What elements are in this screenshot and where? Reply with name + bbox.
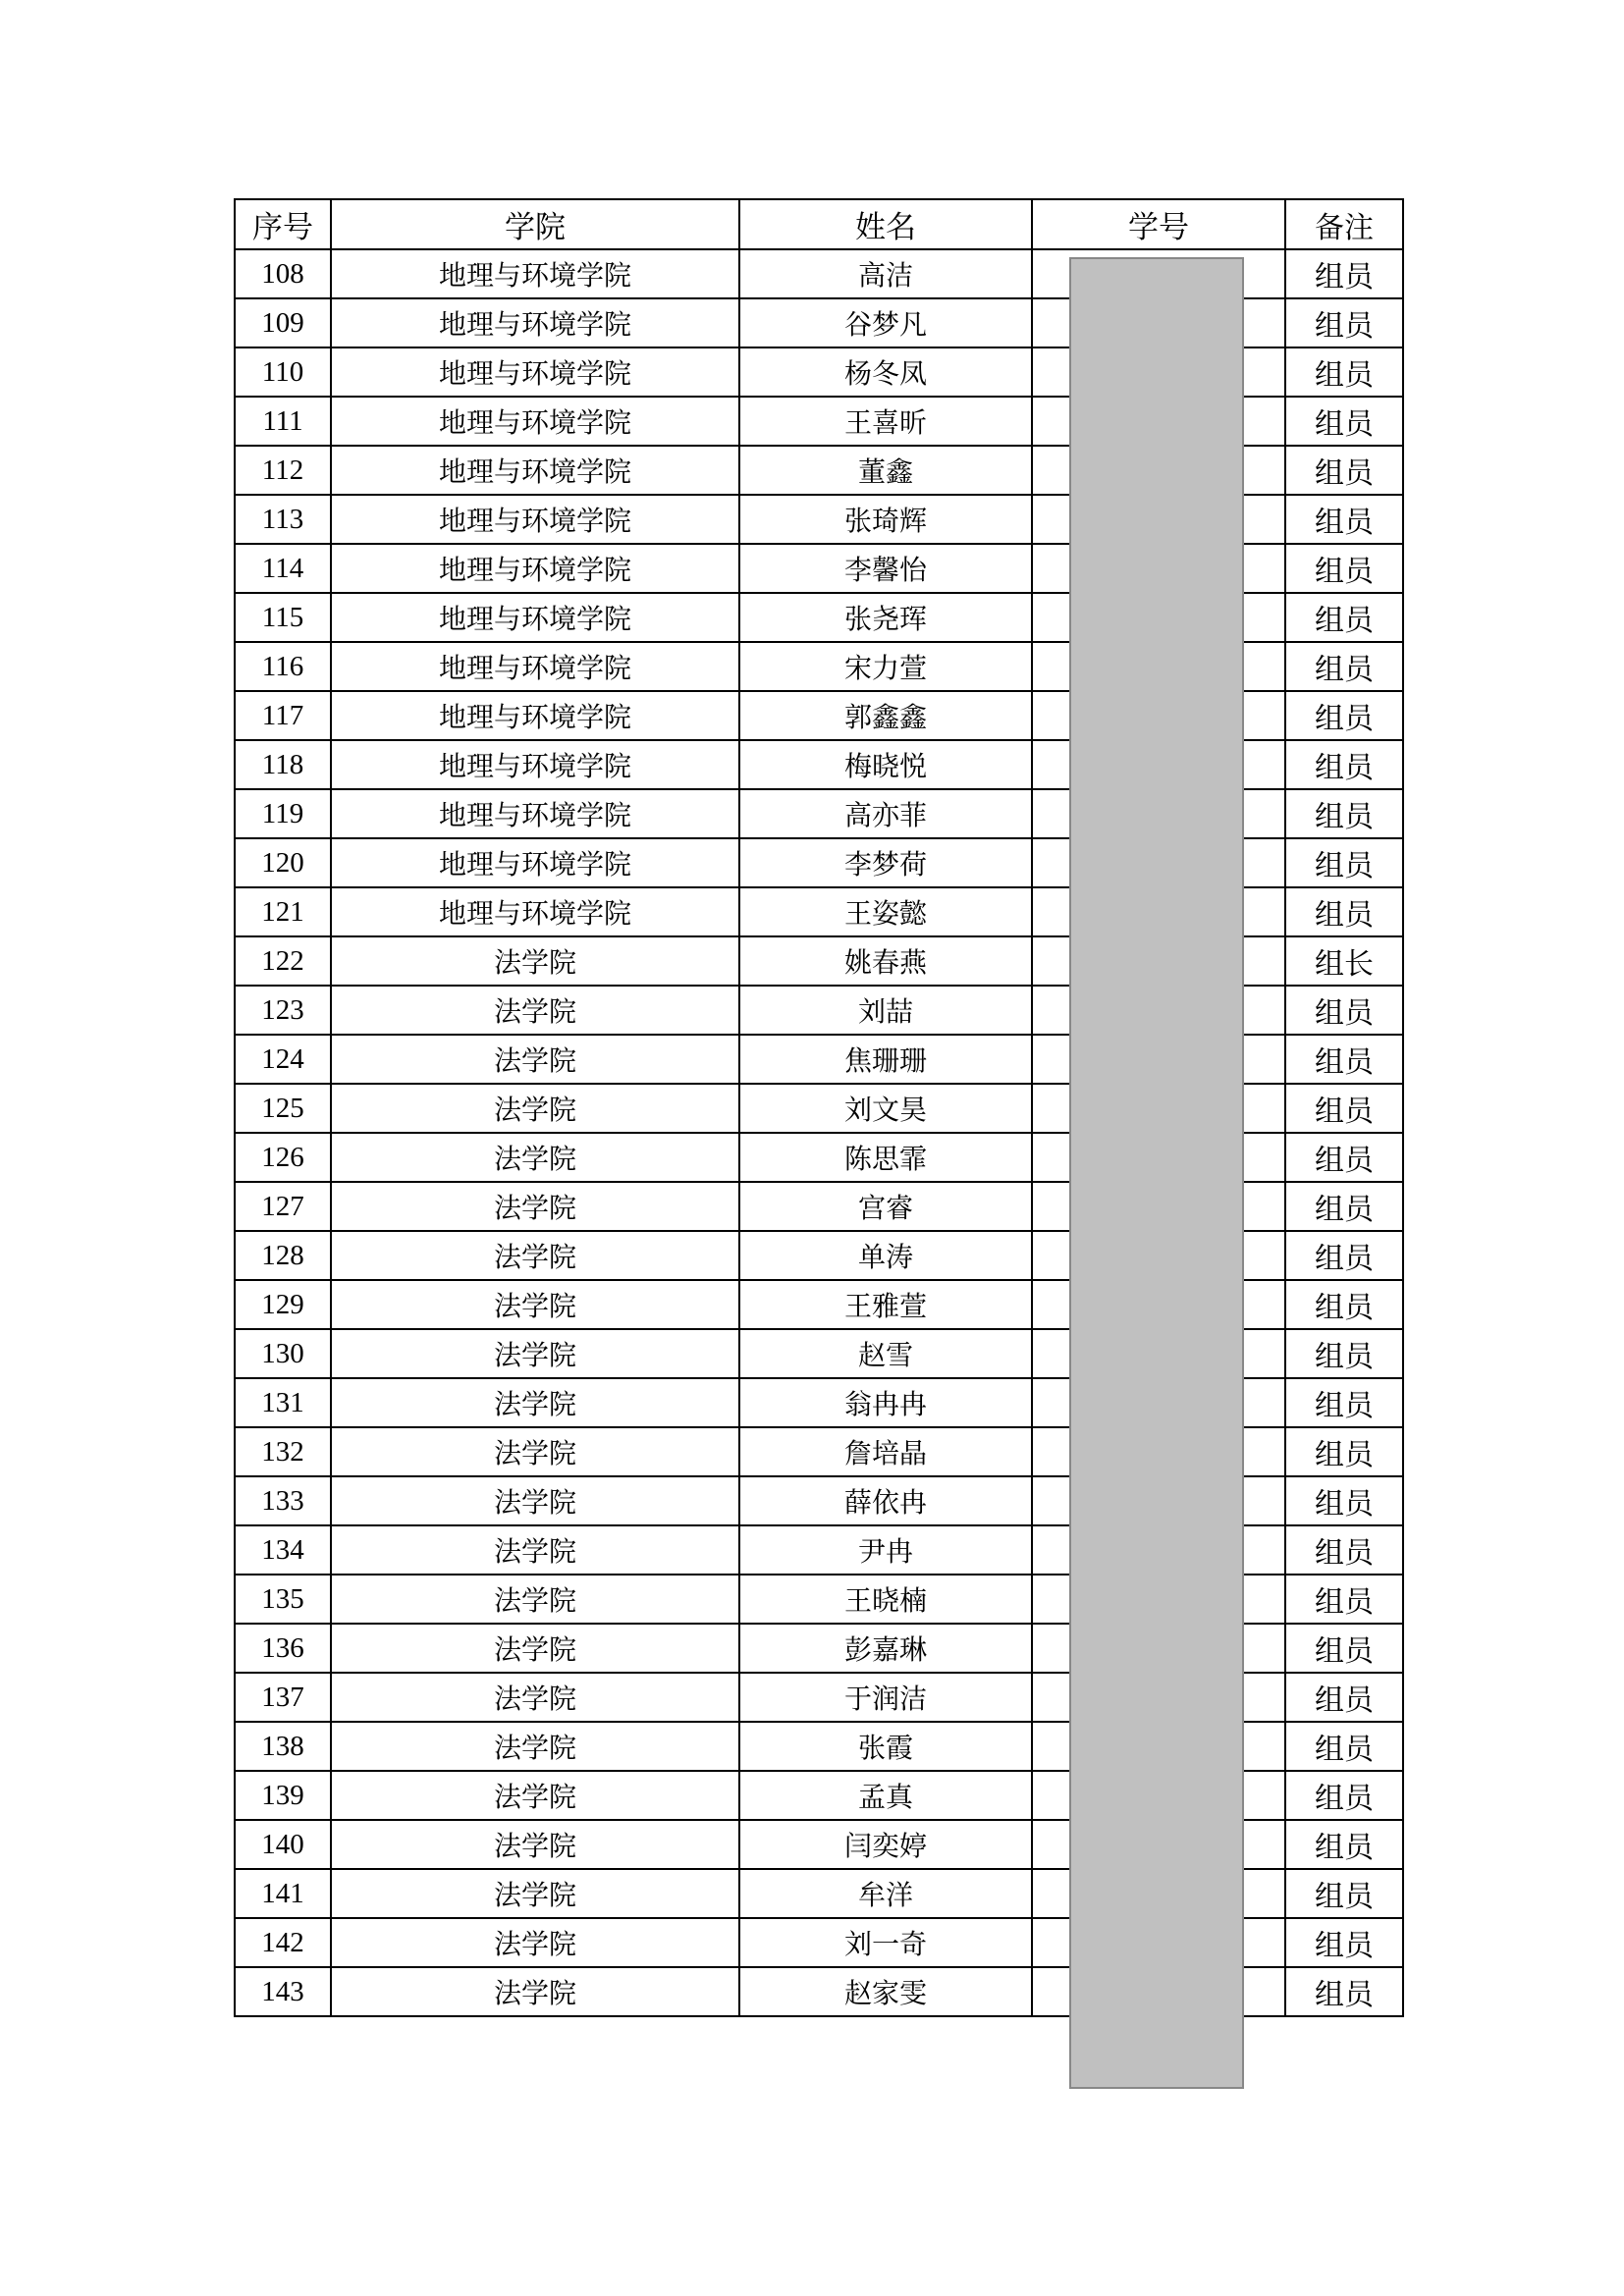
cell-seq: 119 [235, 789, 331, 838]
header-college: 学院 [331, 199, 739, 249]
cell-note: 组员 [1285, 1182, 1403, 1231]
cell-name: 王姿懿 [739, 887, 1032, 936]
cell-college: 地理与环境学院 [331, 249, 739, 298]
cell-name: 王喜昕 [739, 397, 1032, 446]
cell-seq: 131 [235, 1378, 331, 1427]
cell-note: 组员 [1285, 1918, 1403, 1967]
cell-name: 杨冬凤 [739, 347, 1032, 397]
cell-note: 组员 [1285, 1476, 1403, 1525]
cell-seq: 126 [235, 1133, 331, 1182]
cell-seq: 120 [235, 838, 331, 887]
cell-name: 翁冉冉 [739, 1378, 1032, 1427]
cell-college: 法学院 [331, 1869, 739, 1918]
cell-seq: 137 [235, 1673, 331, 1722]
header-note: 备注 [1285, 199, 1403, 249]
cell-name: 孟真 [739, 1771, 1032, 1820]
cell-college: 地理与环境学院 [331, 298, 739, 347]
header-seq: 序号 [235, 199, 331, 249]
cell-college: 法学院 [331, 1035, 739, 1084]
header-student-id: 学号 [1032, 199, 1285, 249]
cell-note: 组员 [1285, 1133, 1403, 1182]
cell-note: 组员 [1285, 1427, 1403, 1476]
cell-seq: 121 [235, 887, 331, 936]
cell-seq: 129 [235, 1280, 331, 1329]
cell-note: 组员 [1285, 1673, 1403, 1722]
cell-note: 组员 [1285, 249, 1403, 298]
cell-college: 地理与环境学院 [331, 789, 739, 838]
header-name: 姓名 [739, 199, 1032, 249]
cell-note: 组员 [1285, 740, 1403, 789]
cell-note: 组员 [1285, 298, 1403, 347]
cell-name: 赵雪 [739, 1329, 1032, 1378]
cell-seq: 128 [235, 1231, 331, 1280]
cell-name: 宋力萱 [739, 642, 1032, 691]
cell-name: 李梦荷 [739, 838, 1032, 887]
cell-name: 于润洁 [739, 1673, 1032, 1722]
cell-seq: 127 [235, 1182, 331, 1231]
cell-note: 组员 [1285, 446, 1403, 495]
cell-name: 尹冉 [739, 1525, 1032, 1575]
cell-name: 宫睿 [739, 1182, 1032, 1231]
cell-name: 单涛 [739, 1231, 1032, 1280]
cell-name: 张尧珲 [739, 593, 1032, 642]
cell-college: 地理与环境学院 [331, 740, 739, 789]
cell-college: 法学院 [331, 936, 739, 986]
cell-note: 组员 [1285, 1231, 1403, 1280]
cell-note: 组员 [1285, 1771, 1403, 1820]
cell-name: 詹培晶 [739, 1427, 1032, 1476]
cell-name: 刘一奇 [739, 1918, 1032, 1967]
cell-note: 组员 [1285, 642, 1403, 691]
cell-seq: 109 [235, 298, 331, 347]
cell-note: 组员 [1285, 593, 1403, 642]
cell-note: 组员 [1285, 347, 1403, 397]
cell-seq: 134 [235, 1525, 331, 1575]
cell-college: 法学院 [331, 1378, 739, 1427]
cell-note: 组员 [1285, 495, 1403, 544]
cell-college: 法学院 [331, 1182, 739, 1231]
cell-seq: 124 [235, 1035, 331, 1084]
cell-college: 地理与环境学院 [331, 495, 739, 544]
cell-college: 法学院 [331, 1575, 739, 1624]
cell-seq: 122 [235, 936, 331, 986]
cell-college: 法学院 [331, 1673, 739, 1722]
cell-college: 地理与环境学院 [331, 544, 739, 593]
cell-note: 组长 [1285, 936, 1403, 986]
student-id-redaction-block [1069, 257, 1244, 2089]
cell-seq: 115 [235, 593, 331, 642]
cell-note: 组员 [1285, 1329, 1403, 1378]
cell-name: 谷梦凡 [739, 298, 1032, 347]
cell-college: 法学院 [331, 1084, 739, 1133]
cell-note: 组员 [1285, 1820, 1403, 1869]
cell-seq: 133 [235, 1476, 331, 1525]
cell-name: 张琦辉 [739, 495, 1032, 544]
cell-note: 组员 [1285, 789, 1403, 838]
cell-name: 梅晓悦 [739, 740, 1032, 789]
cell-name: 赵家雯 [739, 1967, 1032, 2016]
table-header-row [235, 199, 1403, 249]
cell-seq: 142 [235, 1918, 331, 1967]
cell-college: 法学院 [331, 1820, 739, 1869]
cell-seq: 110 [235, 347, 331, 397]
cell-note: 组员 [1285, 544, 1403, 593]
cell-college: 法学院 [331, 1722, 739, 1771]
cell-college: 法学院 [331, 1427, 739, 1476]
cell-seq: 118 [235, 740, 331, 789]
cell-name: 王晓楠 [739, 1575, 1032, 1624]
cell-college: 地理与环境学院 [331, 838, 739, 887]
cell-seq: 123 [235, 986, 331, 1035]
cell-seq: 141 [235, 1869, 331, 1918]
cell-college: 法学院 [331, 1525, 739, 1575]
cell-college: 地理与环境学院 [331, 397, 739, 446]
cell-name: 王雅萱 [739, 1280, 1032, 1329]
cell-college: 法学院 [331, 1329, 739, 1378]
cell-college: 法学院 [331, 1231, 739, 1280]
cell-name: 姚春燕 [739, 936, 1032, 986]
cell-seq: 135 [235, 1575, 331, 1624]
cell-note: 组员 [1285, 691, 1403, 740]
cell-seq: 116 [235, 642, 331, 691]
cell-seq: 113 [235, 495, 331, 544]
cell-note: 组员 [1285, 1280, 1403, 1329]
cell-college: 地理与环境学院 [331, 593, 739, 642]
cell-name: 高洁 [739, 249, 1032, 298]
cell-note: 组员 [1285, 986, 1403, 1035]
cell-seq: 117 [235, 691, 331, 740]
cell-name: 焦珊珊 [739, 1035, 1032, 1084]
cell-college: 法学院 [331, 1771, 739, 1820]
cell-name: 董鑫 [739, 446, 1032, 495]
cell-college: 法学院 [331, 1967, 739, 2016]
cell-seq: 108 [235, 249, 331, 298]
cell-note: 组员 [1285, 1967, 1403, 2016]
cell-note: 组员 [1285, 1035, 1403, 1084]
cell-note: 组员 [1285, 1378, 1403, 1427]
cell-college: 法学院 [331, 1624, 739, 1673]
cell-seq: 136 [235, 1624, 331, 1673]
cell-college: 地理与环境学院 [331, 446, 739, 495]
cell-name: 郭鑫鑫 [739, 691, 1032, 740]
cell-seq: 130 [235, 1329, 331, 1378]
cell-seq: 112 [235, 446, 331, 495]
cell-note: 组员 [1285, 1084, 1403, 1133]
cell-note: 组员 [1285, 887, 1403, 936]
cell-name: 张霞 [739, 1722, 1032, 1771]
cell-name: 李馨怡 [739, 544, 1032, 593]
cell-college: 地理与环境学院 [331, 642, 739, 691]
cell-name: 牟洋 [739, 1869, 1032, 1918]
cell-note: 组员 [1285, 1525, 1403, 1575]
cell-seq: 125 [235, 1084, 331, 1133]
cell-seq: 132 [235, 1427, 331, 1476]
cell-note: 组员 [1285, 838, 1403, 887]
cell-college: 地理与环境学院 [331, 347, 739, 397]
cell-college: 法学院 [331, 1133, 739, 1182]
cell-name: 刘文昊 [739, 1084, 1032, 1133]
cell-college: 地理与环境学院 [331, 887, 739, 936]
cell-name: 高亦菲 [739, 789, 1032, 838]
cell-seq: 139 [235, 1771, 331, 1820]
cell-college: 法学院 [331, 986, 739, 1035]
cell-college: 法学院 [331, 1918, 739, 1967]
cell-seq: 111 [235, 397, 331, 446]
cell-college: 法学院 [331, 1280, 739, 1329]
cell-name: 陈思霏 [739, 1133, 1032, 1182]
cell-seq: 143 [235, 1967, 331, 2016]
cell-name: 薛依冉 [739, 1476, 1032, 1525]
cell-name: 刘喆 [739, 986, 1032, 1035]
cell-name: 彭嘉琳 [739, 1624, 1032, 1673]
cell-name: 闫奕婷 [739, 1820, 1032, 1869]
cell-note: 组员 [1285, 397, 1403, 446]
cell-note: 组员 [1285, 1869, 1403, 1918]
cell-seq: 140 [235, 1820, 331, 1869]
cell-seq: 138 [235, 1722, 331, 1771]
cell-college: 法学院 [331, 1476, 739, 1525]
cell-seq: 114 [235, 544, 331, 593]
cell-note: 组员 [1285, 1624, 1403, 1673]
cell-note: 组员 [1285, 1575, 1403, 1624]
cell-note: 组员 [1285, 1722, 1403, 1771]
cell-college: 地理与环境学院 [331, 691, 739, 740]
